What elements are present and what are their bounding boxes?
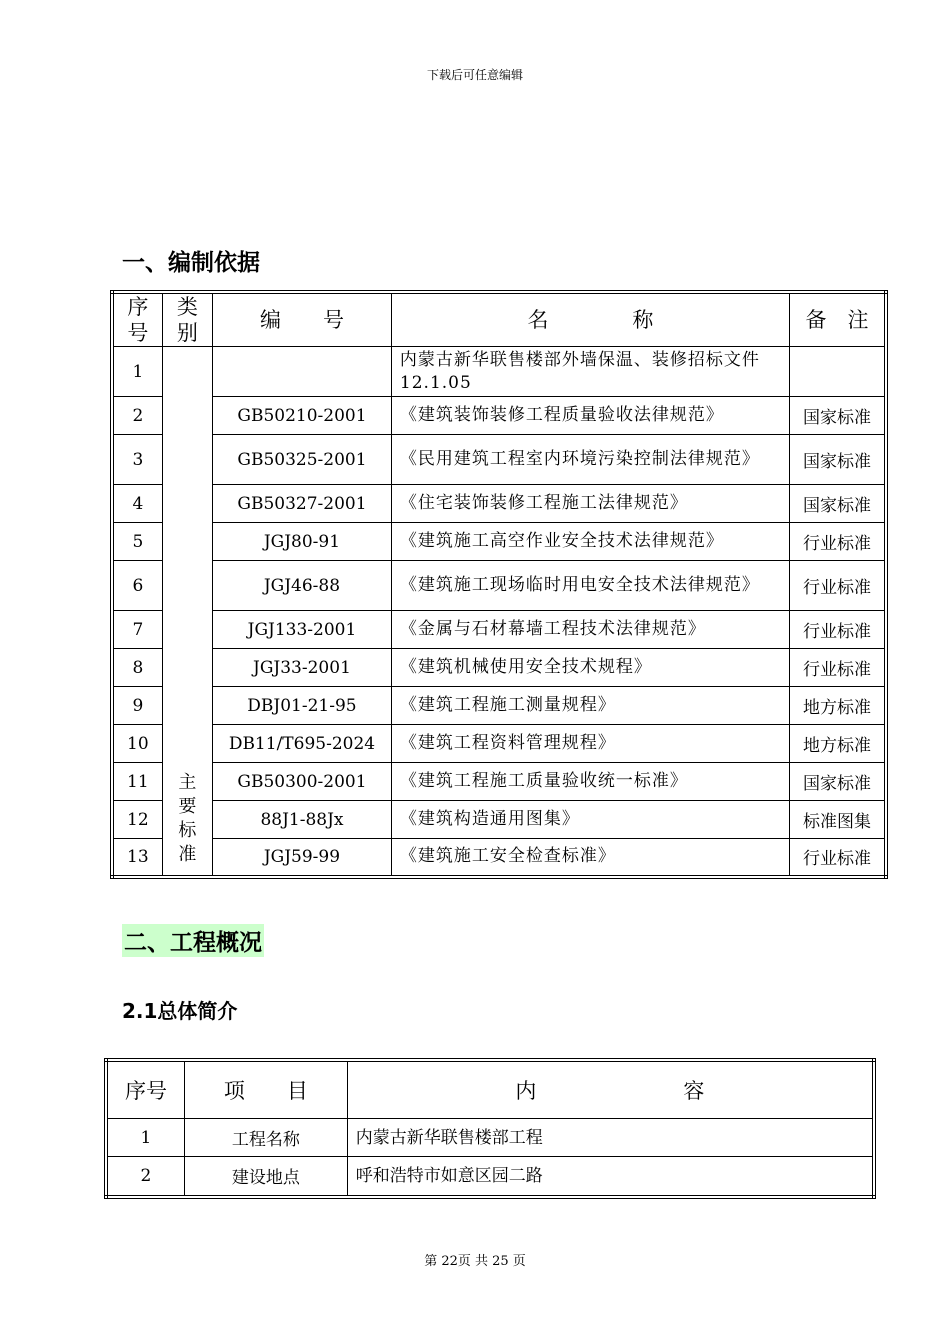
header-item: 项 目 [184, 1060, 347, 1119]
row-no: 12 [112, 801, 162, 839]
row-code: JGJ59-99 [213, 839, 392, 877]
row-remark: 行业标准 [789, 649, 886, 687]
row-no: 1 [112, 347, 162, 397]
row-code: DB11/T695-2024 [213, 725, 392, 763]
table-row [112, 561, 886, 611]
row-name: 《建筑施工高空作业安全技术法律规范》 [391, 523, 789, 561]
row-no: 10 [112, 725, 162, 763]
table-row [112, 801, 886, 839]
row-code: JGJ33-2001 [213, 649, 392, 687]
row-remark: 地方标准 [789, 725, 886, 763]
table-row [106, 1157, 874, 1197]
row-remark: 国家标准 [789, 397, 886, 435]
row-item: 建设地点 [184, 1157, 347, 1197]
table-row [112, 523, 886, 561]
row-code: GB50210-2001 [213, 397, 392, 435]
row-name: 内蒙古新华联售楼部外墙保温、装修招标文件12.1.05 [391, 347, 789, 397]
page-footer: 第 22页 共 25 页 [424, 1254, 526, 1269]
row-no: 1 [106, 1119, 184, 1157]
row-name: 《建筑工程资料管理规程》 [391, 725, 789, 763]
row-code: GB50325-2001 [213, 435, 392, 485]
row-name: 《金属与石材幕墙工程技术法律规范》 [391, 611, 789, 649]
row-remark: 行业标准 [789, 611, 886, 649]
table-row [112, 839, 886, 877]
table-row [112, 611, 886, 649]
row-remark: 国家标准 [789, 763, 886, 801]
table-row [106, 1119, 874, 1157]
row-code [213, 347, 392, 397]
table-row [112, 347, 886, 397]
row-no: 2 [112, 397, 162, 435]
header-code: 编 号 [213, 292, 392, 347]
row-no: 4 [112, 485, 162, 523]
row-code: JGJ133-2001 [213, 611, 392, 649]
row-no: 13 [112, 839, 162, 877]
overview-table [104, 1058, 876, 1199]
row-remark: 标准图集 [789, 801, 886, 839]
table-row [112, 763, 886, 801]
row-name: 《民用建筑工程室内环境污染控制法律规范》 [391, 435, 789, 485]
row-no: 5 [112, 523, 162, 561]
row-name: 《建筑工程施工测量规程》 [391, 687, 789, 725]
row-name: 《建筑工程施工质量验收统一标准》 [391, 763, 789, 801]
section2-title: 二、工程概况 [122, 924, 264, 957]
row-code: 88J1-88Jx [213, 801, 392, 839]
row-code: DBJ01-21-95 [213, 687, 392, 725]
row-remark: 行业标准 [789, 561, 886, 611]
category-label: 主 要 标 准 [162, 763, 212, 877]
row-name: 《建筑装饰装修工程质量验收法律规范》 [391, 397, 789, 435]
row-no: 11 [112, 763, 162, 801]
row-code: GB50300-2001 [213, 763, 392, 801]
header-remark: 备 注 [789, 292, 886, 347]
table-row [112, 435, 886, 485]
table-row [112, 649, 886, 687]
row-name: 《建筑机械使用安全技术规程》 [391, 649, 789, 687]
row-remark: 国家标准 [789, 435, 886, 485]
header-no: 序号 [106, 1060, 184, 1119]
row-remark: 地方标准 [789, 687, 886, 725]
row-name: 《住宅装饰装修工程施工法律规范》 [391, 485, 789, 523]
subsection-title: 2.1总体简介 [122, 999, 238, 1023]
row-code: GB50327-2001 [213, 485, 392, 523]
row-item: 工程名称 [184, 1119, 347, 1157]
row-remark [789, 347, 886, 397]
header-note: 下载后可任意编辑 [426, 68, 523, 82]
row-no: 9 [112, 687, 162, 725]
row-no: 8 [112, 649, 162, 687]
table-row [112, 485, 886, 523]
header-no: 序 号 [112, 292, 162, 347]
header-name: 名 称 [391, 292, 789, 347]
row-no: 6 [112, 561, 162, 611]
row-code: JGJ80-91 [213, 523, 392, 561]
basis-table [110, 290, 888, 879]
row-remark: 行业标准 [789, 523, 886, 561]
table-row [112, 687, 886, 725]
category-blank [162, 347, 212, 763]
section1-title: 一、编制依据 [122, 250, 260, 276]
row-name: 《建筑构造通用图集》 [391, 801, 789, 839]
table-row [112, 725, 886, 763]
header-content: 内 容 [347, 1060, 874, 1119]
row-remark: 行业标准 [789, 839, 886, 877]
row-content: 呼和浩特市如意区园二路 [347, 1157, 874, 1197]
row-no: 7 [112, 611, 162, 649]
row-remark: 国家标准 [789, 485, 886, 523]
row-no: 2 [106, 1157, 184, 1197]
row-code: JGJ46-88 [213, 561, 392, 611]
row-no: 3 [112, 435, 162, 485]
row-name: 《建筑施工安全检查标准》 [391, 839, 789, 877]
table-row [112, 397, 886, 435]
row-content: 内蒙古新华联售楼部工程 [347, 1119, 874, 1157]
header-category: 类 别 [162, 292, 212, 347]
row-name: 《建筑施工现场临时用电安全技术法律规范》 [391, 561, 789, 611]
